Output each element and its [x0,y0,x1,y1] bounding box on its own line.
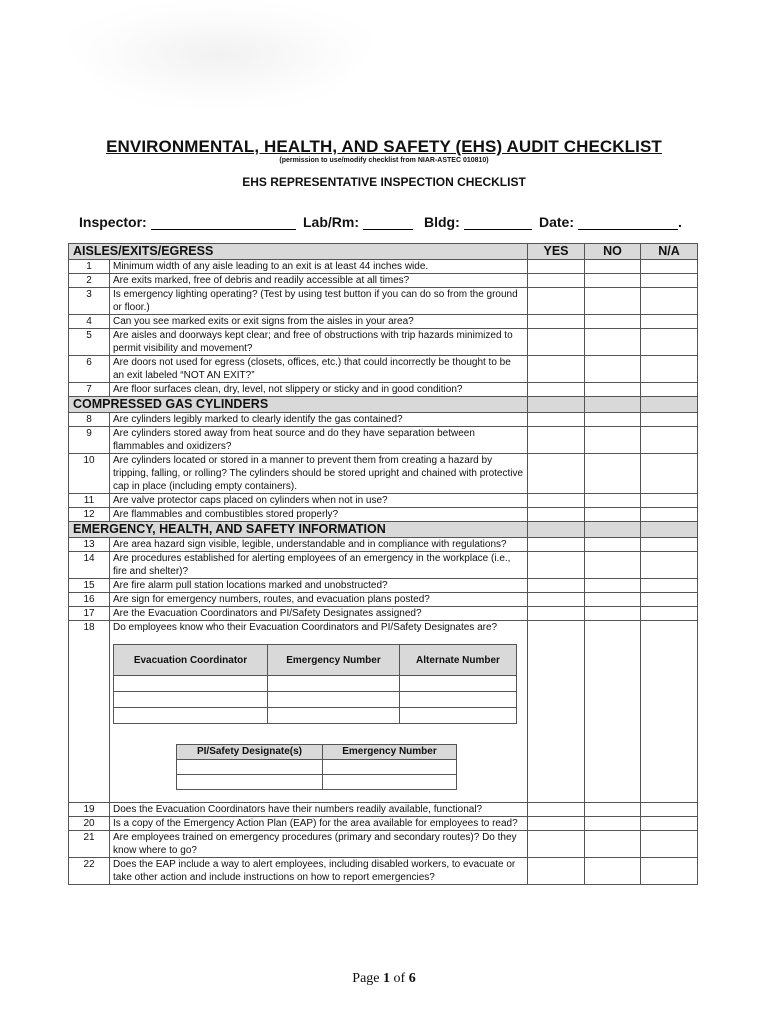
evac-cell[interactable] [268,676,400,692]
yes-cell[interactable] [528,427,585,454]
designate-cell[interactable] [323,760,457,775]
no-cell[interactable] [585,260,641,274]
table-row [69,356,698,383]
yes-cell[interactable] [528,538,585,552]
no-cell[interactable] [585,356,641,383]
permission-note: (permission to use/modify checklist from NIAR-ASTEC 010810) [279,157,489,164]
no-cell[interactable] [585,508,641,522]
no-cell[interactable] [585,593,641,607]
bldg-label: Bldg: [424,214,460,230]
table-row [69,315,698,329]
yes-cell[interactable] [528,817,585,831]
table-row [69,383,698,397]
yes-cell[interactable] [528,356,585,383]
page-footer [0,971,768,987]
yes-cell[interactable] [528,260,585,274]
table-row [69,607,698,621]
lab-label: Lab/Rm: [303,214,359,230]
na-cell[interactable] [641,494,698,508]
section-header-aisles [69,244,698,260]
yes-cell[interactable] [528,607,585,621]
yes-cell[interactable] [528,288,585,315]
item-number: 4 [69,315,110,329]
date-field[interactable] [539,214,682,230]
na-cell[interactable] [641,621,698,803]
item-text: Are exits marked, free of debris and readily accessible at all times? [110,274,528,288]
designate-col-number: Emergency Number [323,745,457,760]
evac-cell[interactable] [268,692,400,708]
section-blank [585,397,641,413]
na-cell[interactable] [641,552,698,579]
table-row [69,508,698,522]
footer-of-word: of [393,971,406,986]
designate-cell[interactable] [177,760,323,775]
na-cell[interactable] [641,288,698,315]
no-cell[interactable] [585,454,641,494]
yes-cell[interactable] [528,803,585,817]
table-row [69,831,698,858]
no-cell[interactable] [585,329,641,356]
lab-line [363,215,413,230]
designate-cell[interactable] [323,775,457,790]
yes-cell[interactable] [528,329,585,356]
lab-field[interactable] [303,214,413,230]
na-cell[interactable] [641,607,698,621]
section-header-gas [69,397,698,413]
yes-cell[interactable] [528,494,585,508]
na-cell[interactable] [641,858,698,885]
item-text: Does the EAP include a way to alert employees, including disabled workers, to evacuate or take other action and include instructions on how to report emergencies? [110,858,528,885]
item-number: 16 [69,593,110,607]
gas-rows [69,413,698,522]
section-blank [641,522,698,538]
yes-cell[interactable] [528,621,585,803]
table-row [69,817,698,831]
table-row [69,427,698,454]
yes-cell[interactable] [528,413,585,427]
table-row [69,260,698,274]
item-number: 8 [69,413,110,427]
na-cell[interactable] [641,274,698,288]
date-period: . [678,214,682,230]
yes-cell[interactable] [528,454,585,494]
item-text: Minimum width of any aisle leading to an exit is at least 44 inches wide. [110,260,528,274]
item-text: Are flammables and combustibles stored properly? [110,508,528,522]
table-row [69,288,698,315]
footer-page-number: 1 [383,971,391,986]
section-header-emergency [69,522,698,538]
na-cell[interactable] [641,413,698,427]
item-number: 15 [69,579,110,593]
evac-cell[interactable] [114,692,268,708]
section-title: AISLES/EXITS/EGRESS [69,244,528,260]
item-text: Are cylinders legibly marked to clearly identify the gas contained? [110,413,528,427]
no-cell[interactable] [585,621,641,803]
no-cell[interactable] [585,579,641,593]
item-number: 19 [69,803,110,817]
na-cell[interactable] [641,315,698,329]
item-number: 17 [69,607,110,621]
table-row [69,621,698,803]
yes-cell[interactable] [528,858,585,885]
item-number: 2 [69,274,110,288]
na-cell[interactable] [641,508,698,522]
evac-col-coordinator: Evacuation Coordinator [114,645,268,676]
table-row [69,413,698,427]
yes-cell[interactable] [528,831,585,858]
no-cell[interactable] [585,858,641,885]
item-question: Do employees know who their Evacuation Coordinators and PI/Safety Designates are? [113,622,498,633]
item-number: 20 [69,817,110,831]
yes-cell[interactable] [528,593,585,607]
table-row [69,579,698,593]
item-number: 6 [69,356,110,383]
designate-col-name: PI/Safety Designate(s) [177,745,323,760]
no-cell[interactable] [585,315,641,329]
item-number: 11 [69,494,110,508]
yes-cell[interactable] [528,579,585,593]
item-number: 5 [69,329,110,356]
na-cell[interactable] [641,260,698,274]
no-cell[interactable] [585,803,641,817]
item-number: 21 [69,831,110,858]
na-cell[interactable] [641,817,698,831]
emergency-rows-2 [69,803,698,885]
item-number: 14 [69,552,110,579]
bldg-line [464,215,532,230]
designate-table [176,744,457,790]
item-number: 3 [69,288,110,315]
evac-cell[interactable] [114,708,268,724]
no-cell[interactable] [585,274,641,288]
item-number: 9 [69,427,110,454]
col-na: N/A [641,244,698,260]
item-text: Are cylinders located or stored in a manner to prevent them from creating a hazard by tripping, falling, or rolling? The cylinders should be stored upright and chained with protective cap in place (including empty containers). [110,454,528,494]
item-text: Are area hazard sign visible, legible, understandable and in compliance with regulations? [110,538,528,552]
item-text: Are procedures established for alerting employees of an emergency in the workplace (i.e., fire and shelter)? [110,552,528,579]
na-cell[interactable] [641,383,698,397]
page-subtitle: EHS REPRESENTATIVE INSPECTION CHECKLIST [242,175,526,189]
evac-cell[interactable] [114,676,268,692]
item-text: Are fire alarm pull station locations marked and unobstructed? [110,579,528,593]
inspector-field[interactable] [79,214,296,230]
faded-logo-smudge [60,0,380,110]
table-row [69,552,698,579]
na-cell[interactable] [641,831,698,858]
yes-cell[interactable] [528,508,585,522]
no-cell[interactable] [585,538,641,552]
no-cell[interactable] [585,494,641,508]
table-row [69,858,698,885]
na-cell[interactable] [641,538,698,552]
na-cell[interactable] [641,329,698,356]
evac-col-emergency: Emergency Number [268,645,400,676]
item-number: 10 [69,454,110,494]
table-row [69,593,698,607]
no-cell[interactable] [585,552,641,579]
item-text: Are aisles and doorways kept clear; and free of obstructions with trip hazards minimized to permit visibility and movement? [110,329,528,356]
no-cell[interactable] [585,831,641,858]
yes-cell[interactable] [528,274,585,288]
item-number: 22 [69,858,110,885]
item-text: Can you see marked exits or exit signs from the aisles in your area? [110,315,528,329]
item-text: Is a copy of the Emergency Action Plan (EAP) for the area available for employees to read? [110,817,528,831]
bldg-field[interactable] [424,214,532,230]
evacuation-table [113,644,517,724]
evac-cell[interactable] [400,676,517,692]
table-row [69,454,698,494]
item-text: Are sign for emergency numbers, routes, and evacuation plans posted? [110,593,528,607]
no-cell[interactable] [585,288,641,315]
checklist-table [68,243,698,885]
col-no: NO [585,244,641,260]
evac-cell[interactable] [400,708,517,724]
yes-cell[interactable] [528,552,585,579]
inspector-line [151,215,296,230]
section-blank [641,397,698,413]
item-number: 7 [69,383,110,397]
designate-cell[interactable] [177,775,323,790]
na-cell[interactable] [641,803,698,817]
na-cell[interactable] [641,454,698,494]
col-yes: YES [528,244,585,260]
evac-cell[interactable] [400,692,517,708]
item-text: Are cylinders stored away from heat source and do they have separation between flammables and oxidizers? [110,427,528,454]
table-row [69,538,698,552]
na-cell[interactable] [641,356,698,383]
evac-col-alternate: Alternate Number [400,645,517,676]
footer-page-word: Page [352,971,380,986]
item-text [110,621,528,803]
yes-cell[interactable] [528,315,585,329]
item-text: Are employees trained on emergency procedures (primary and secondary routes)? Do they know where to go? [110,831,528,858]
item-text: Are the Evacuation Coordinators and PI/Safety Designates assigned? [110,607,528,621]
no-cell[interactable] [585,817,641,831]
item-text: Does the Evacuation Coordinators have their numbers readily available, functional? [110,803,528,817]
date-line [578,215,678,230]
evac-cell[interactable] [268,708,400,724]
item-text: Are floor surfaces clean, dry, level, not slippery or sticky and in good condition? [110,383,528,397]
table-row [69,494,698,508]
item-text: Are doors not used for egress (closets, offices, etc.) that could incorrectly be thought to be an exit labeled “NOT AN EXIT?” [110,356,528,383]
emergency-rows [69,538,698,621]
na-cell[interactable] [641,593,698,607]
na-cell[interactable] [641,427,698,454]
section-blank [528,522,585,538]
item-number: 1 [69,260,110,274]
aisles-rows [69,260,698,397]
no-cell[interactable] [585,413,641,427]
section-title: COMPRESSED GAS CYLINDERS [69,397,528,413]
footer-page-total: 6 [408,971,416,986]
inspector-label: Inspector: [79,214,147,230]
date-label: Date: [539,214,575,230]
table-row [69,803,698,817]
page-title: ENVIRONMENTAL, HEALTH, AND SAFETY (EHS) AUDIT CHECKLIST [106,137,662,156]
table-row [69,329,698,356]
section-blank [528,397,585,413]
na-cell[interactable] [641,579,698,593]
no-cell[interactable] [585,383,641,397]
item-number: 18 [69,621,110,803]
no-cell[interactable] [585,607,641,621]
item-text: Is emergency lighting operating? (Test by using test button if you can do so from the ground or floor.) [110,288,528,315]
no-cell[interactable] [585,427,641,454]
item-text: Are valve protector caps placed on cylinders when not in use? [110,494,528,508]
section-blank [585,522,641,538]
item-number: 13 [69,538,110,552]
section-title: EMERGENCY, HEALTH, AND SAFETY INFORMATION [69,522,528,538]
yes-cell[interactable] [528,383,585,397]
item-number: 12 [69,508,110,522]
table-row [69,274,698,288]
